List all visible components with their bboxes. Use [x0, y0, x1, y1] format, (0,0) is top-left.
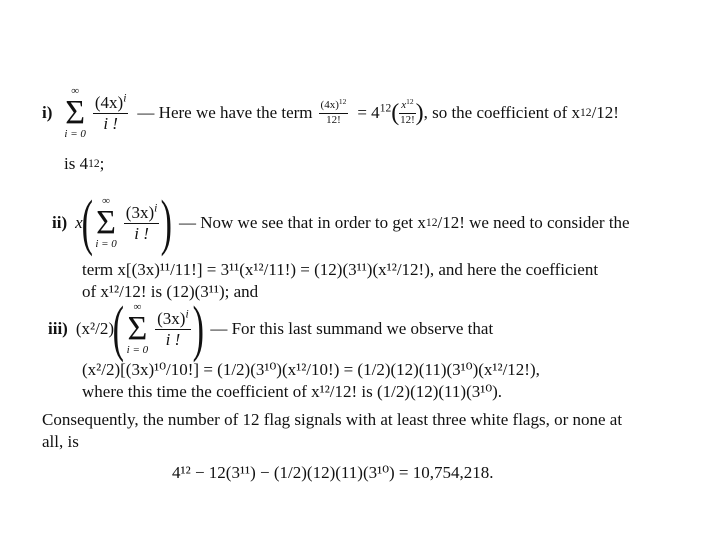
left-paren: ( [391, 99, 400, 126]
sigma-icon: Σ [127, 309, 148, 347]
fraction-3x-i [155, 307, 191, 349]
sum-upper-limit: ∞ [71, 85, 80, 97]
item-2-text-a-end: /12! we need to consider the [437, 213, 630, 232]
item-1-text-b-end: /12! [591, 103, 619, 123]
term-numerator: (4x) [320, 99, 339, 112]
big-left-paren: ( [81, 189, 93, 257]
fraction-denominator: i ! [134, 223, 149, 243]
conclusion-result: 4¹² − 12(3¹¹) − (1/2)(12)(11)(3¹⁰) = 10,754,218. [172, 463, 494, 482]
fraction-numerator: (3x) [157, 308, 186, 328]
item-1-line-1: i) ∞ Σ i = 0 $\frac{(4x)^i}{i !}$ — Here we have the term $\frac{(4x)^{12}}{12!}$ = $4^{12}$ ( $\frac{x^{12}}{12!}$ ) , so the coefficient of x 12 /12! [42, 85, 619, 141]
item-3-line-3: where this time the coefficient of x¹²/12! is (1/2)(12)(11)(3¹⁰). [82, 382, 503, 401]
item-1-line-2: is 4 12 ; [64, 154, 105, 173]
item-1-text-b: , so the coefficient of x [423, 103, 581, 123]
equals-four: = 4 [357, 103, 380, 123]
summation-1 [64, 86, 85, 140]
item-2-text-a: — Now we see that in order to get x [179, 213, 426, 232]
sum-upper-limit: ∞ [133, 300, 142, 313]
sum-lower-limit: i = 0 [95, 238, 117, 251]
item-3-line-1 [48, 295, 494, 363]
item-2-line-1: ii) x ( ∞ Σ i = 0 $\frac{(3x)^i}{i !}$ ) — Now we see that in order to get x 12 /12! we need to consider the [52, 189, 630, 257]
fraction-4x-i [93, 91, 129, 133]
fraction-numerator-exponent: i [185, 307, 189, 321]
paren-denominator: 12! [400, 113, 415, 126]
item-1-line-2-text: is 4 [64, 154, 89, 173]
fraction-denominator: i ! [103, 113, 118, 133]
paren-numerator: x [401, 99, 407, 112]
big-right-paren: ) [192, 295, 204, 363]
item-1-label: i) [42, 103, 53, 123]
fraction-numerator: (3x) [125, 202, 155, 222]
item-1-line-2-end: ; [99, 154, 105, 173]
sum-upper-limit: ∞ [102, 194, 110, 207]
sum-lower-limit: i = 0 [126, 344, 149, 357]
item-3-text-a: — For this last summand we observe that [210, 319, 494, 338]
sigma-icon: Σ [96, 203, 116, 241]
fraction-numerator-exponent: i [123, 91, 127, 105]
item-2-label: ii) [52, 213, 68, 232]
item-3-line-2: (x²/2)[(3x)¹⁰/10!] = (1/2)(3¹⁰)(x¹²/10!) = (1/2)(12)(11)(3¹⁰)(x¹²/12!), [82, 360, 540, 379]
equals-four-exponent: 12 [379, 101, 392, 115]
fraction-numerator-exponent: i [154, 201, 158, 215]
right-paren: ) [415, 99, 424, 126]
conclusion-line-2: all, is [42, 432, 79, 451]
fraction-numerator: (4x) [94, 92, 124, 112]
paren-fraction [399, 96, 415, 126]
sum-lower-limit: i = 0 [64, 128, 86, 141]
summation-3 [127, 302, 148, 356]
term-fraction [319, 96, 349, 126]
paren-numerator-exponent: 12 [406, 96, 414, 106]
item-3-lead: (x²/2) [75, 319, 114, 338]
item-1-text-a: — Here we have the term [137, 103, 313, 123]
summation-2 [95, 196, 116, 250]
item-2-line-3: of x¹²/12! is (12)(3¹¹); and [82, 282, 259, 301]
conclusion-line-1: Consequently, the number of 12 flag signals with at least three white flags, or none at [42, 410, 623, 429]
big-right-paren: ) [160, 189, 173, 257]
sigma-icon: Σ [65, 94, 86, 131]
big-left-paren: ( [112, 295, 125, 363]
fraction-3x-i [124, 201, 160, 243]
fraction-denominator: i ! [165, 329, 181, 349]
term-numerator-exponent: 12 [338, 96, 347, 106]
term-denominator: 12! [326, 113, 341, 126]
item-2-lead: x [75, 213, 83, 232]
item-3-label: iii) [48, 319, 68, 338]
item-2-line-2: term x[(3x)¹¹/11!] = 3¹¹(x¹²/11!) = (12)(3¹¹)(x¹²/12!), and here the coefficient [82, 260, 599, 279]
